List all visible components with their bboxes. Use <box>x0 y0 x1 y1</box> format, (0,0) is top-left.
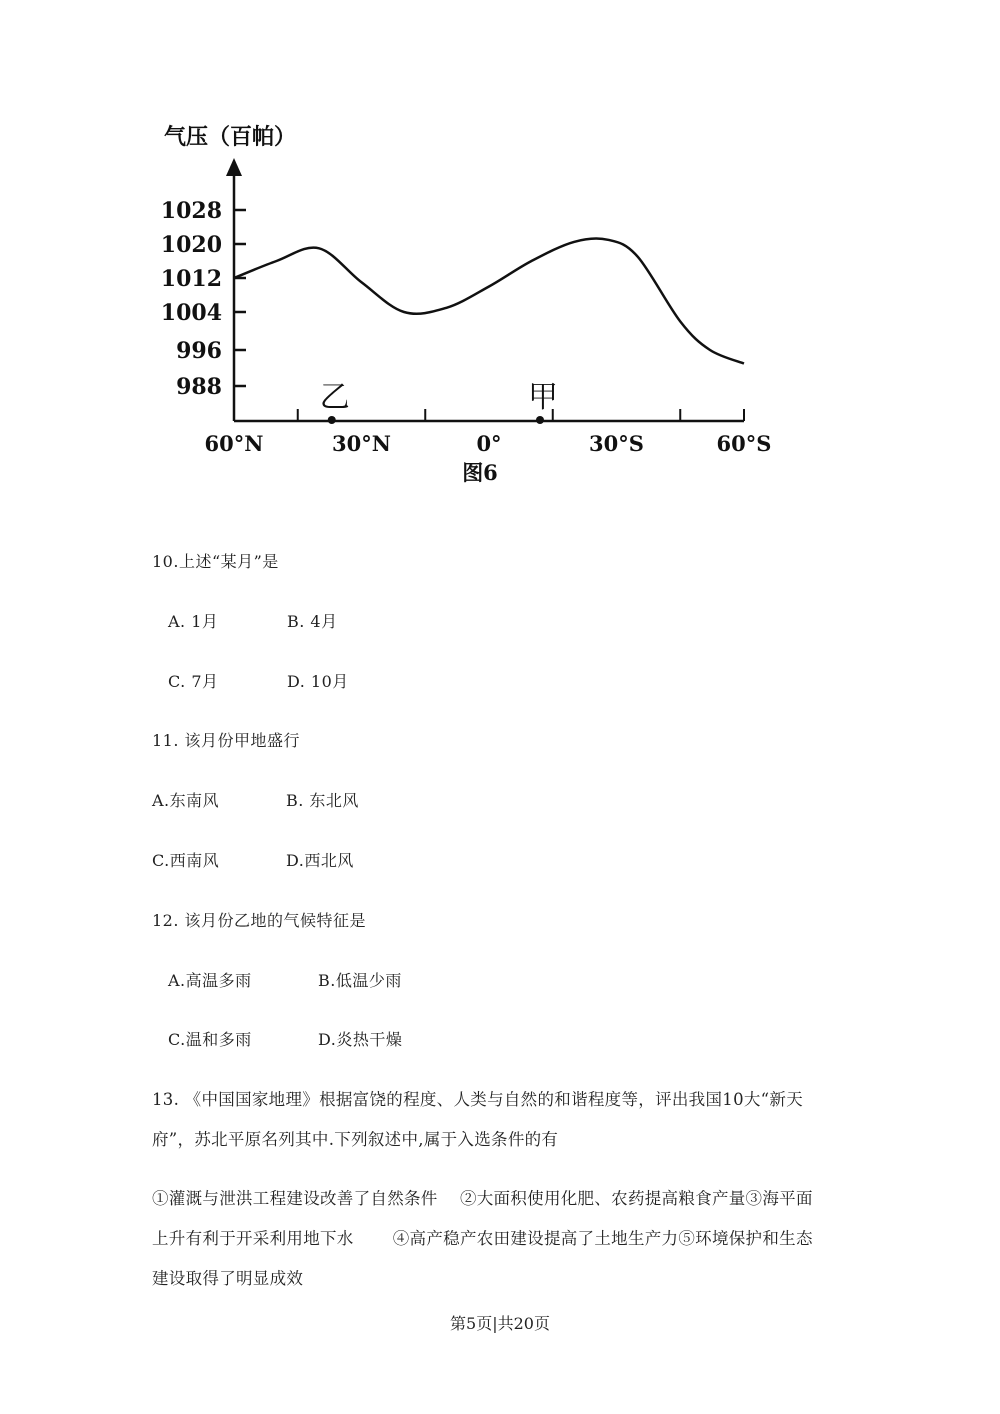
question-13-options <box>152 1179 852 1299</box>
question-10-option-a: A. 1月 <box>168 612 219 631</box>
location-marker-dot <box>536 416 544 424</box>
x-tick-label: 0° <box>476 431 502 456</box>
location-marker-label: 甲 <box>528 380 558 415</box>
y-tick-label: 1020 <box>160 232 222 258</box>
y-tick-label: 988 <box>176 374 222 400</box>
question-13-stem-line-2: 府”，苏北平原名列其中.下列叙述中,属于入选条件的有 <box>152 1130 559 1149</box>
question-11-stem: 11. 该月份甲地盛行 <box>152 731 301 750</box>
pressure-curve <box>234 238 744 363</box>
question-10-option-c: C. 7月 <box>168 672 219 691</box>
x-tick-label: 60°N <box>204 431 264 456</box>
pressure-latitude-chart <box>150 110 810 500</box>
y-tick-label: 1028 <box>160 198 222 224</box>
question-13-stem-line-1: 13. 《中国国家地理》根据富饶的程度、人类与自然的和谐程度等，评出我国10大“新天 <box>152 1090 804 1109</box>
y-tick-label: 1012 <box>160 266 222 292</box>
question-10-option-d: D. 10月 <box>287 672 349 691</box>
x-tick-label: 30°N <box>332 431 391 456</box>
question-13-options-line-3: 建设取得了明显成效 <box>152 1269 304 1288</box>
question-11-option-d: D.西北风 <box>286 851 354 870</box>
question-11-option-c: C.西南风 <box>152 851 220 870</box>
location-marker-dot <box>328 416 336 424</box>
location-markers <box>320 380 558 424</box>
page-footer: 第5页|共20页 <box>450 1314 550 1333</box>
question-12-option-b: B.低温少雨 <box>318 971 402 990</box>
x-axis-ticks <box>205 409 772 456</box>
y-tick-label: 996 <box>176 338 222 364</box>
location-marker-label: 乙 <box>319 380 350 415</box>
y-axis-label: 气压（百帕） <box>164 124 297 150</box>
question-12-option-a: A.高温多雨 <box>168 971 252 990</box>
question-12-option-c: C.温和多雨 <box>168 1030 252 1049</box>
x-tick-label: 30°S <box>589 431 644 456</box>
question-11-option-b: B. 东北风 <box>286 791 359 810</box>
question-13-options-line-2: 上升有利于开采利用地下水 ④高产稳产农田建设提高了土地生产力⑤环境保护和生态 <box>152 1229 813 1248</box>
series-pressure <box>234 238 744 363</box>
question-11-option-a: A.东南风 <box>152 791 220 810</box>
question-13-stem <box>152 1080 852 1160</box>
question-10-stem: 10.上述“某月”是 <box>152 552 279 571</box>
question-13-options-line-1: ①灌溉与泄洪工程建设改善了自然条件 ②大面积使用化肥、农药提高粮食产量③海平面 <box>152 1189 813 1208</box>
x-tick-label: 60°S <box>716 431 772 456</box>
question-12-option-d: D.炎热干燥 <box>318 1030 403 1049</box>
y-tick-label: 1004 <box>160 300 222 326</box>
chart-caption: 图6 <box>462 460 498 485</box>
y-axis-arrow-icon <box>226 158 242 176</box>
question-12-stem: 12. 该月份乙地的气候特征是 <box>152 911 367 930</box>
question-10-option-b: B. 4月 <box>287 612 338 631</box>
